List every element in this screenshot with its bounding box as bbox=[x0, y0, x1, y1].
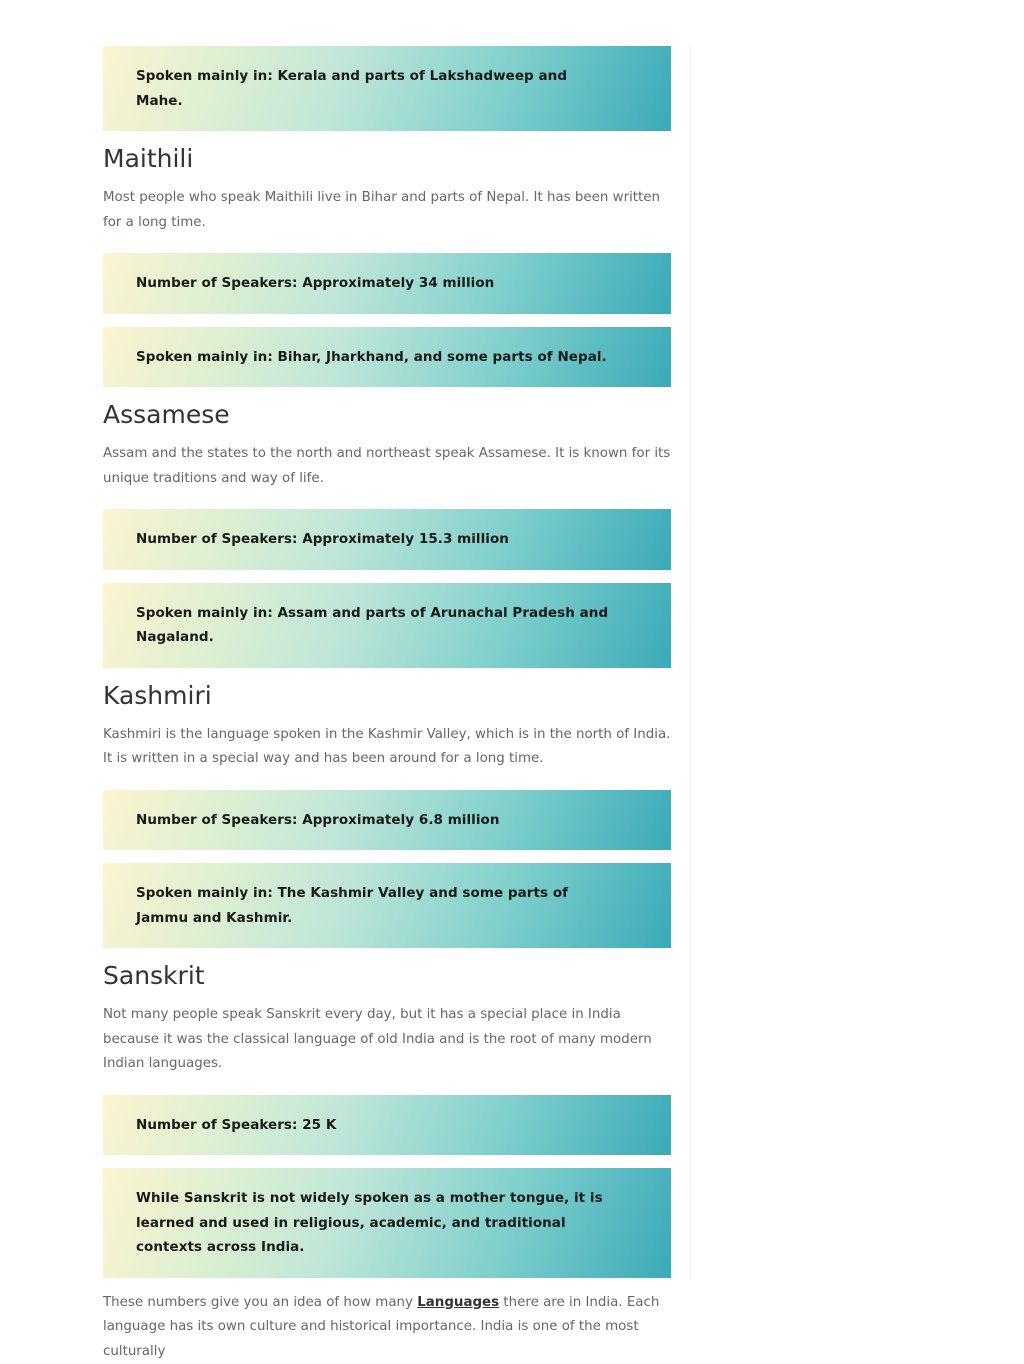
spoken-in-box bbox=[103, 46, 671, 131]
speakers-text: Number of Speakers: Approximately 15.3 million bbox=[136, 527, 613, 552]
speakers-text: Number of Speakers: Approximately 6.8 million bbox=[136, 808, 613, 833]
usage-note-box bbox=[103, 1168, 671, 1278]
speakers-text: Number of Speakers: 25 K bbox=[136, 1113, 613, 1138]
speakers-text: Number of Speakers: Approximately 34 million bbox=[136, 271, 613, 296]
speakers-box bbox=[103, 1095, 671, 1156]
spoken-in-text: Spoken mainly in: Bihar, Jharkhand, and some parts of Nepal. bbox=[136, 345, 613, 370]
section-title-sanskrit: Sanskrit bbox=[103, 961, 671, 991]
spoken-in-box bbox=[103, 327, 671, 388]
spoken-in-text: Spoken mainly in: Assam and parts of Arunachal Pradesh and Nagaland. bbox=[136, 601, 613, 650]
spoken-in-text: Spoken mainly in: Kerala and parts of Lakshadweep and Mahe. bbox=[136, 64, 613, 113]
closing-text-start: These numbers give you an idea of how many bbox=[103, 1295, 417, 1310]
section-description: Kashmiri is the language spoken in the Kashmir Valley, which is in the north of India. It is written in a special way and has been around for a long time. bbox=[103, 723, 671, 772]
usage-note-text: While Sanskrit is not widely spoken as a mother tongue, it is learned and used in religious, academic, and traditional contexts across India. bbox=[136, 1186, 613, 1260]
speakers-box bbox=[103, 253, 671, 314]
section-title-maithili: Maithili bbox=[103, 144, 671, 174]
closing-text-end: there are in India. Each language has its own culture and historical importance. India is one of the most culturally bbox=[103, 1295, 659, 1359]
languages-link[interactable]: Languages bbox=[417, 1295, 499, 1310]
spoken-in-box bbox=[103, 863, 671, 948]
sidebar-divider bbox=[690, 46, 691, 1278]
section-title-kashmiri: Kashmiri bbox=[103, 681, 671, 711]
spoken-in-box bbox=[103, 583, 671, 668]
section-description: Not many people speak Sanskrit every day, but it has a special place in India because it was the classical language of old India and is the root of many modern Indian languages. bbox=[103, 1003, 671, 1077]
section-title-assamese: Assamese bbox=[103, 400, 671, 430]
section-description: Assam and the states to the north and northeast speak Assamese. It is known for its unique traditions and way of life. bbox=[103, 442, 671, 491]
spoken-in-text: Spoken mainly in: The Kashmir Valley and some parts of Jammu and Kashmir. bbox=[136, 881, 613, 930]
section-description: Most people who speak Maithili live in Bihar and parts of Nepal. It has been written for a long time. bbox=[103, 186, 671, 235]
speakers-box bbox=[103, 509, 671, 570]
speakers-box bbox=[103, 790, 671, 851]
article-content bbox=[103, 46, 671, 1364]
closing-paragraph bbox=[103, 1291, 671, 1364]
